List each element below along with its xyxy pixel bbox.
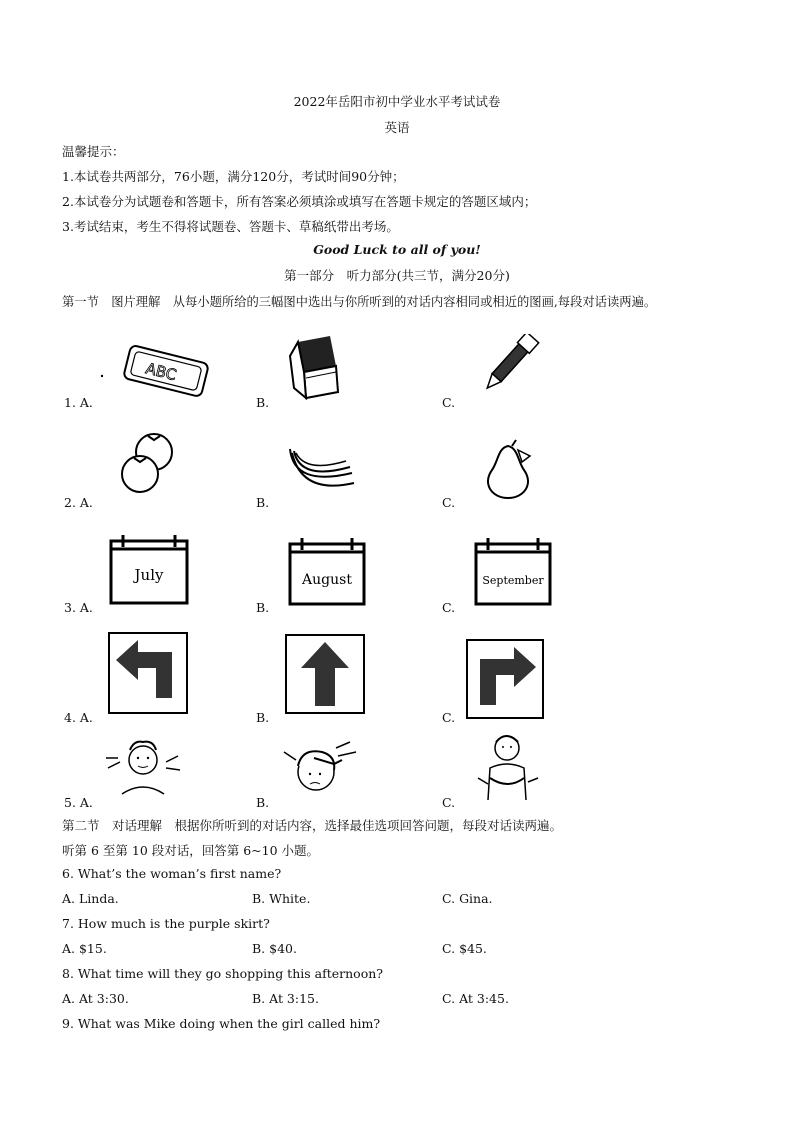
good-luck-line: Good Luck to all of you! (313, 242, 481, 257)
option-label: C. (442, 600, 456, 615)
answer-option: A. $15. (62, 941, 107, 956)
calendar-icon (288, 538, 366, 606)
question-text: 7. How much is the purple skirt? (62, 916, 270, 931)
question-label: 3. A. (64, 600, 93, 615)
calendar-month-label: August (302, 572, 352, 588)
calendar-month-label: July (134, 566, 164, 584)
stomachache-icon (472, 734, 542, 802)
straight-arrow-icon (285, 634, 365, 714)
tip-item: 3.考试结束，考生不得将试题卷、答题卡、草稿纸带出考场。 (62, 219, 399, 234)
question-label: 5. A. (64, 795, 93, 810)
tips-heading: 温馨提示： (62, 144, 125, 159)
eraser-abc-icon (98, 342, 213, 400)
tomato-icon (118, 428, 180, 496)
option-label: C. (442, 495, 456, 510)
answer-option: A. At 3:30. (62, 991, 129, 1006)
listening-instruction: 听第 6 至第 10 段对话，回答第 6~10 小题。 (62, 843, 320, 858)
option-label: B. (256, 600, 270, 615)
toothache-icon (100, 738, 186, 800)
calendar-icon (109, 535, 189, 605)
option-label: B. (256, 495, 270, 510)
eraser-icon (286, 332, 344, 400)
calendar-month-label: September (482, 574, 544, 587)
question-label: 4. A. (64, 710, 93, 725)
answer-option: A. Linda. (62, 891, 119, 906)
question-text: 6. What’s the woman’s first name? (62, 866, 282, 881)
section1-instruction: 第一节 图片理解 从每小题所给的三幅图中选出与你所听到的对话内容相同或相近的图画,每段对话读两遍。 (62, 295, 657, 309)
tip-item: 1.本试卷共两部分，76小题，满分120分，考试时间90分钟； (62, 169, 405, 184)
page-title: 2022年岳阳市初中学业水平考试试卷 (293, 94, 501, 109)
tip-item: 2.本试卷分为试题卷和答题卡，所有答案必须填涂或填写在答题卡规定的答题区域内； (62, 194, 537, 209)
answer-option: B. $40. (252, 941, 297, 956)
option-label: C. (442, 795, 456, 810)
pear-icon (478, 438, 538, 500)
option-label: B. (256, 710, 270, 725)
answer-option: C. At 3:45. (442, 991, 509, 1006)
option-label: B. (256, 395, 270, 410)
answer-option: C. Gina. (442, 891, 493, 906)
pen-icon (476, 334, 540, 396)
part1-title: 第一部分 听力部分(共三节，满分20分) (284, 268, 510, 283)
question-label: 2. A. (64, 495, 93, 510)
turn-right-arrow-icon (466, 639, 544, 719)
headache-icon (278, 738, 364, 800)
section2-instruction: 第二节 对话理解 根据你所听到的对话内容，选择最佳选项回答问题，每段对话读两遍。 (62, 818, 563, 833)
subject-title: 英语 (384, 120, 410, 135)
question-text: 8. What time will they go shopping this afternoon? (62, 966, 383, 981)
answer-option: B. White. (252, 891, 311, 906)
turn-left-arrow-icon (108, 632, 188, 714)
option-label: C. (442, 710, 456, 725)
option-label: B. (256, 795, 270, 810)
answer-option: B. At 3:15. (252, 991, 319, 1006)
option-label: C. (442, 395, 456, 410)
banana-icon (286, 443, 358, 495)
question-label: 1. A. (64, 395, 93, 410)
question-text: 9. What was Mike doing when the girl called him? (62, 1016, 381, 1031)
answer-option: C. $45. (442, 941, 487, 956)
svg-text:ABC: ABC (143, 359, 179, 385)
calendar-icon (474, 538, 552, 606)
